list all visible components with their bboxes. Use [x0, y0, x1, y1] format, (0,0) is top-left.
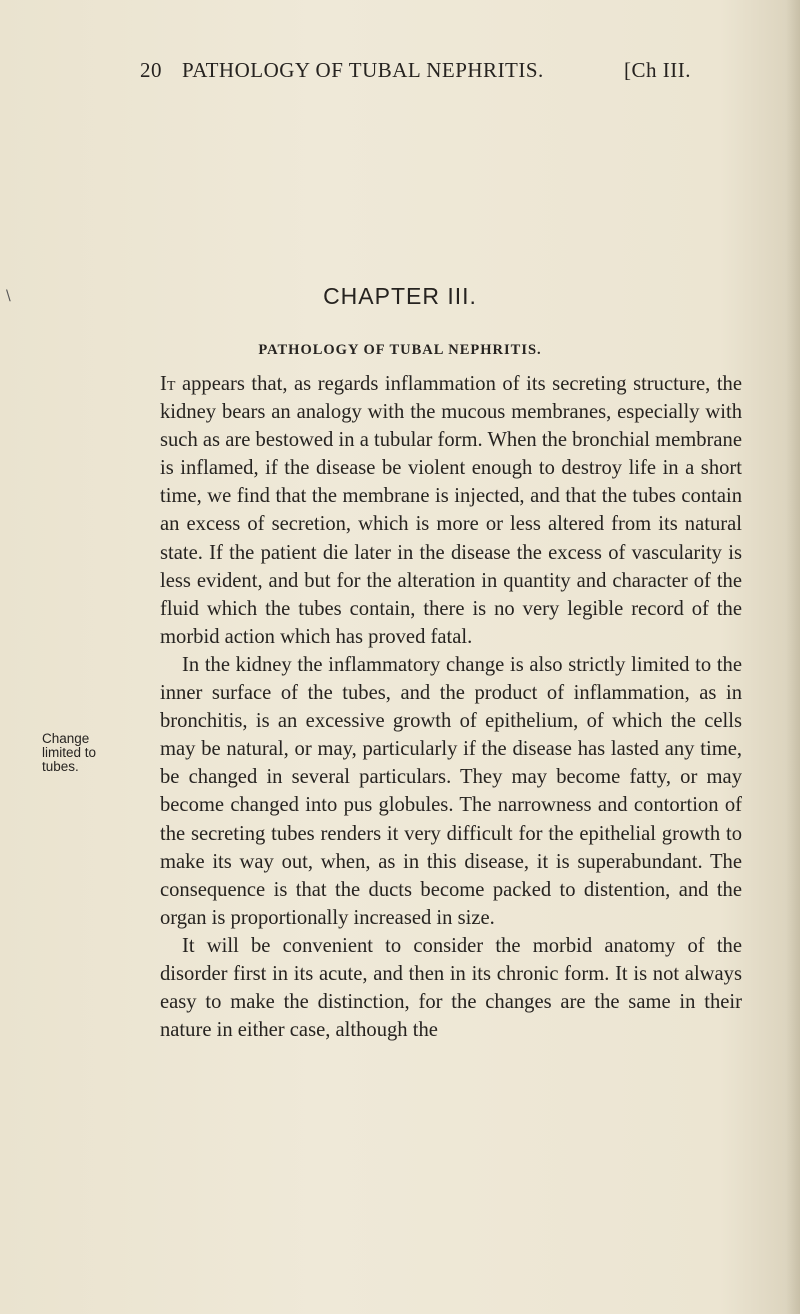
paragraph-text: appears that, as regards inflammation of its secreting structure, the kidney bears an analogy with the mucous membranes, especially with such as are bestowed in a tubular form. When the bronchial membrane is inflamed, if the disease be violent enough to destroy life in a short time, we find that the membrane is injected, and that the tubes contain an excess of secretion, which is more or less altered from its natural state. If the patient die later in the disease the excess of vascularity is less evident, and but for the alteration in quantity and character of the fluid which the tubes contain, there is no very legible record of the morbid action which has proved fatal.	[160, 373, 742, 648]
page-edge-shadow	[786, 0, 800, 1314]
body-text	[160, 370, 742, 1044]
paragraph-3: It will be convenient to consider the morbid anatomy of the disorder first in its acute, and then in its chronic form. It is not always easy to make the distinction, for the changes are the same in their nature in either case, although the	[160, 934, 742, 1042]
running-title: PATHOLOGY OF TUBAL NEPHRITIS.	[182, 58, 544, 82]
margin-mark: \	[6, 288, 11, 304]
paragraph-lead-word: It	[160, 373, 176, 395]
margin-note	[42, 732, 122, 774]
chapter-subtitle: PATHOLOGY OF TUBAL NEPHRITIS.	[258, 342, 542, 358]
paragraph-2: In the kidney the inflammatory change is also strictly limited to the inner surface of the tubes, and the product of inflammation, as in bronchitis, is an excessive growth of epithelium, of which the cells may be natural, or may, particularly if the disease has lasted any time, be changed in several particulars. They may become fatty, or may become changed into pus globules. The narrowness and contortion of the secreting tubes renders it very difficult for the epithelial growth to make its way out, when, as in this disease, it is superabundant. The consequence is that the ducts become packed to distention, and the organ is proportionally increased in size.	[160, 653, 742, 929]
margin-note-line: Change	[42, 731, 90, 746]
margin-note-line: limited to	[42, 745, 97, 760]
margin-note-line: tubes.	[42, 759, 79, 774]
running-header	[140, 58, 760, 88]
paragraph-1	[160, 370, 742, 651]
page-number: 20	[140, 58, 162, 82]
chapter-reference: [Ch III.	[624, 58, 691, 82]
chapter-heading: CHAPTER III.	[323, 283, 477, 309]
